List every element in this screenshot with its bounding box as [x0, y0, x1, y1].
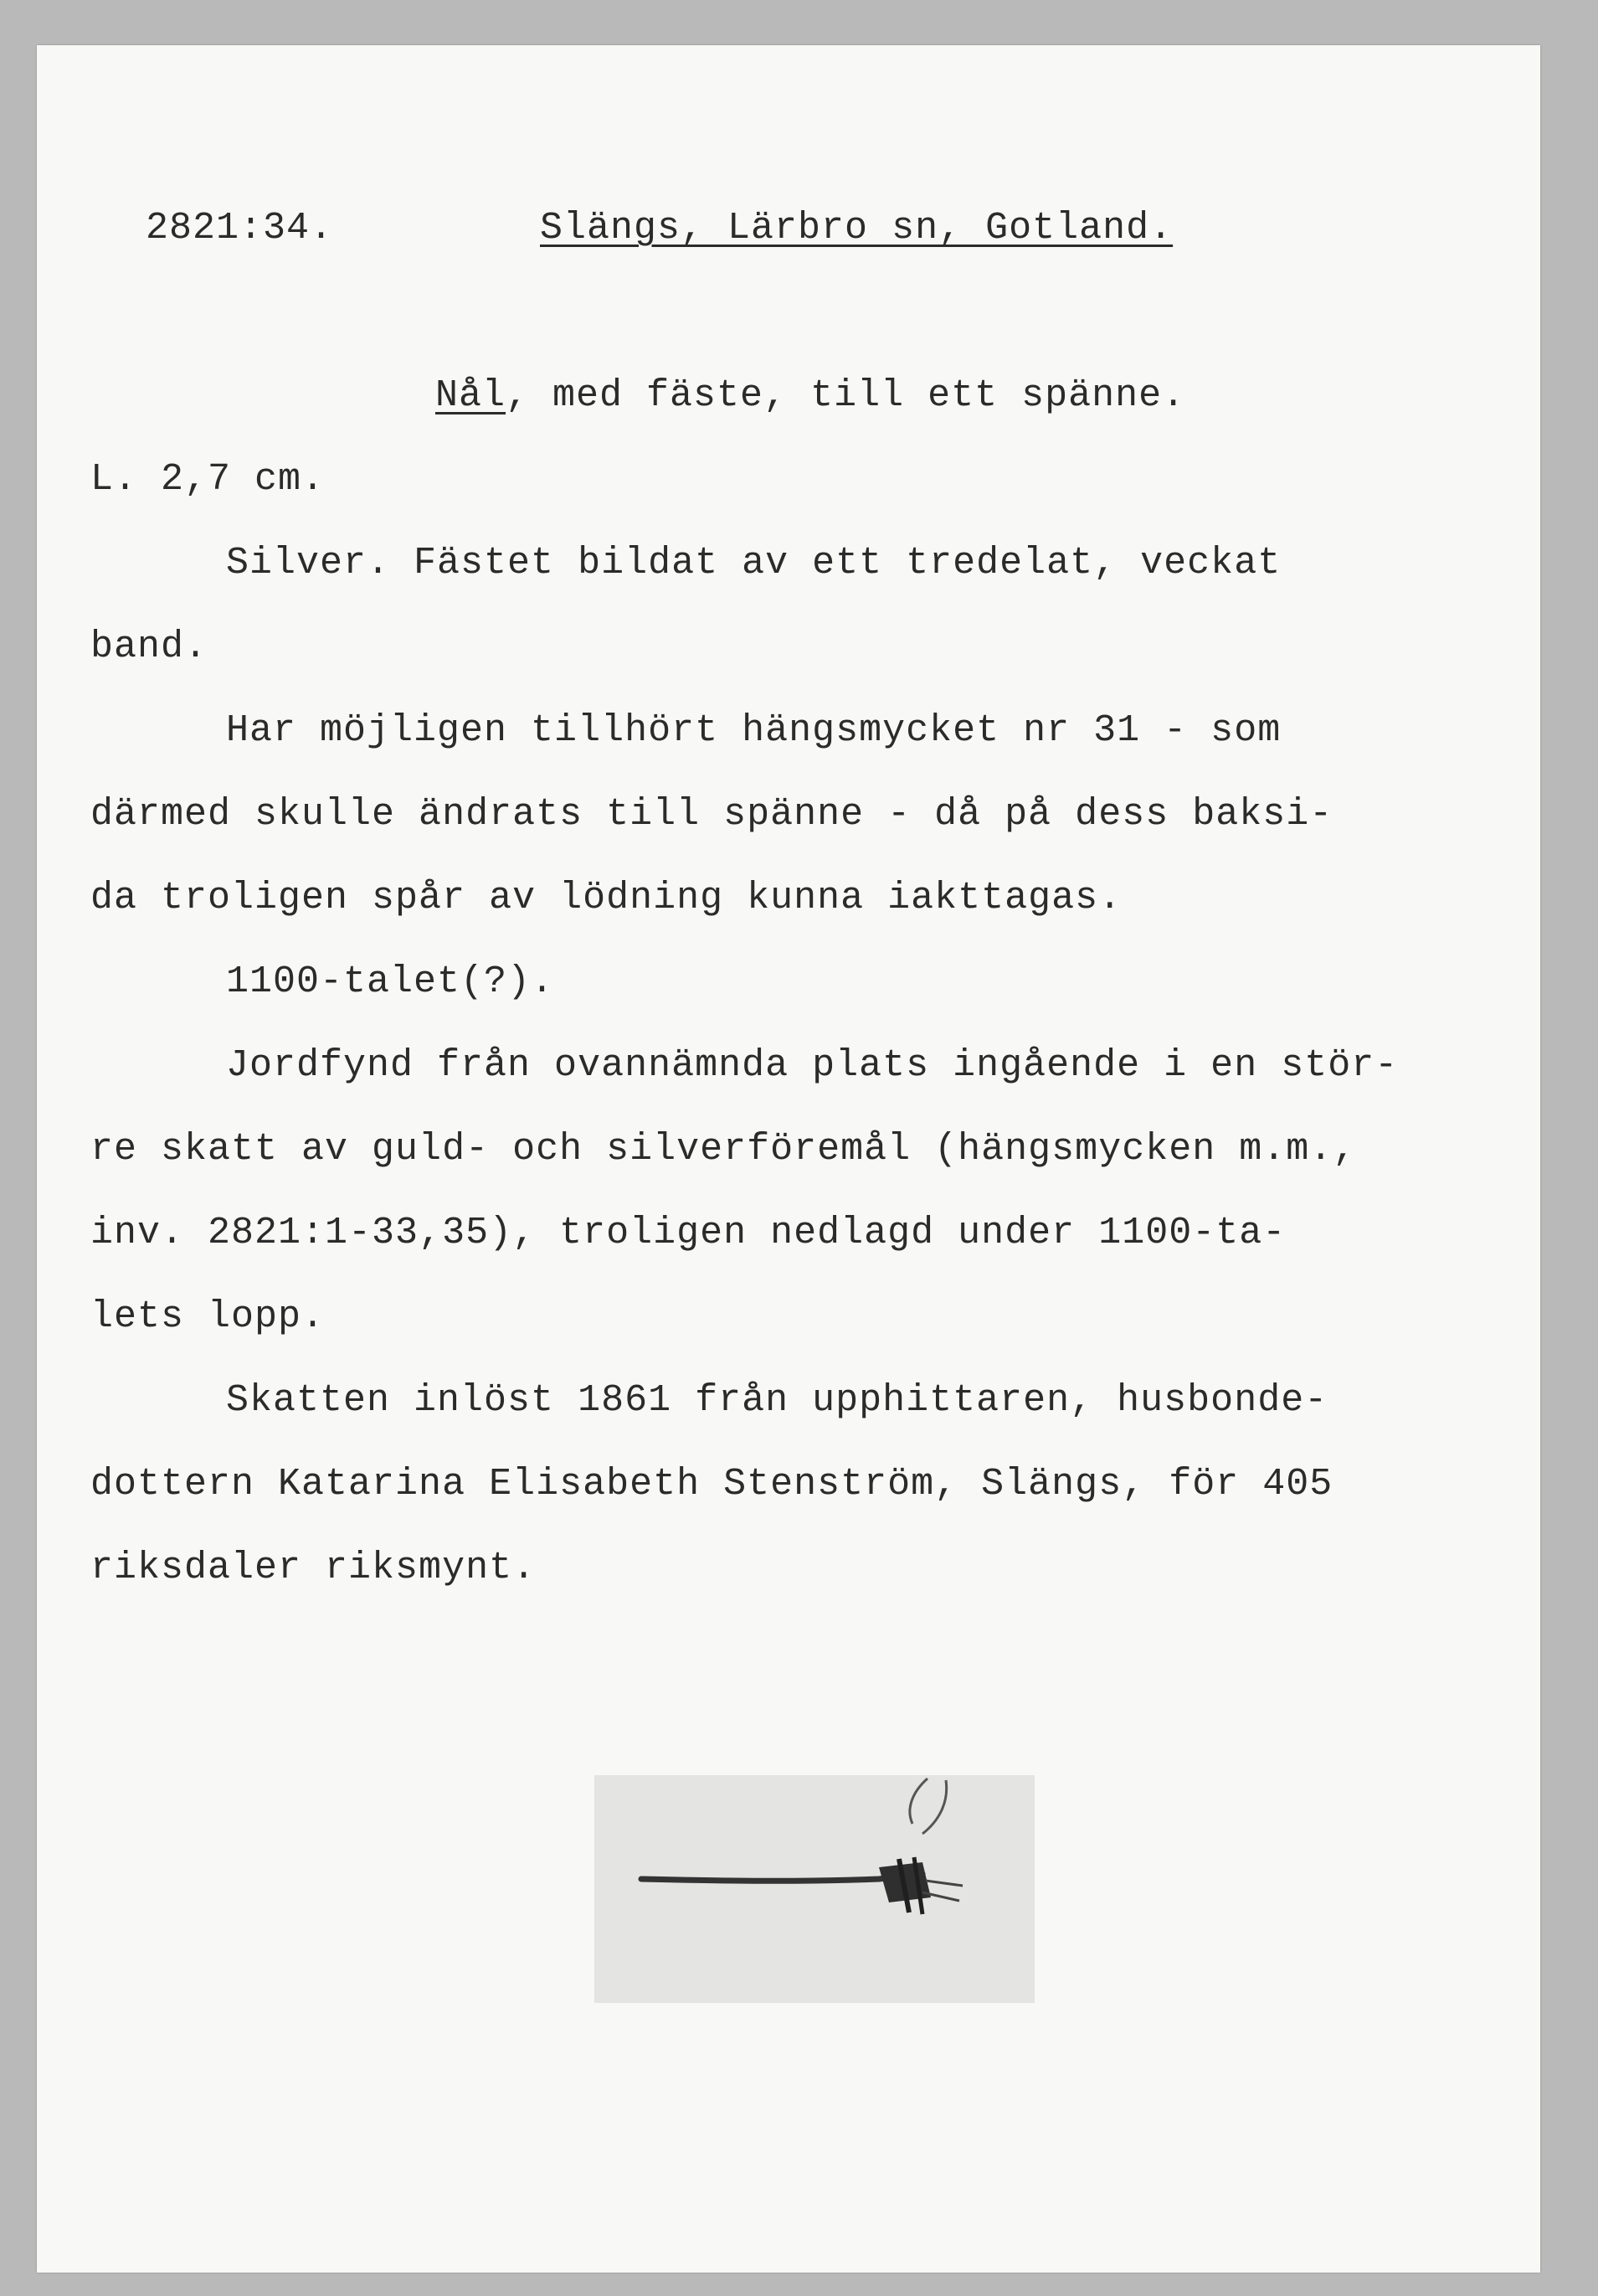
body-line: Skatten inlöst 1861 från upphittaren, husbonde-: [226, 1379, 1328, 1422]
body-line: Jordfynd från ovannämnda plats ingående i en stör-: [226, 1044, 1399, 1087]
object-title-word: Nål: [435, 374, 506, 417]
body-line: lets lopp.: [90, 1295, 326, 1338]
object-photo: [594, 1775, 1035, 2003]
body-line: band.: [90, 625, 208, 668]
find-location: Slängs, Lärbro sn, Gotland.: [540, 207, 1174, 250]
body-line: Silver. Fästet bildat av ett tredelat, veckat: [226, 542, 1282, 584]
object-length: L. 2,7 cm.: [90, 458, 326, 501]
body-line: re skatt av guld- och silverföremål (hängsmycken m.m.,: [90, 1128, 1357, 1171]
object-title: [435, 374, 1186, 417]
body-line: 1100-talet(?).: [226, 960, 555, 1003]
body-line: inv. 2821:1-33,35), troligen nedlagd under 1100-ta-: [90, 1212, 1287, 1254]
object-title-rest: , med fäste, till ett spänne.: [506, 374, 1186, 417]
catalogue-card: [37, 45, 1540, 2273]
body-line: dottern Katarina Elisabeth Stenström, Slängs, för 405: [90, 1463, 1333, 1506]
pin-with-folded-band-photo-icon: [594, 1775, 1035, 2003]
body-line: da troligen spår av lödning kunna iakttagas.: [90, 877, 1123, 919]
body-line: Har möjligen tillhört hängsmycket nr 31 - som: [226, 709, 1282, 752]
body-line: riksdaler riksmynt.: [90, 1547, 537, 1589]
inventory-number: 2821:34.: [146, 207, 334, 250]
body-line: därmed skulle ändrats till spänne - då på dess baksi-: [90, 793, 1333, 836]
